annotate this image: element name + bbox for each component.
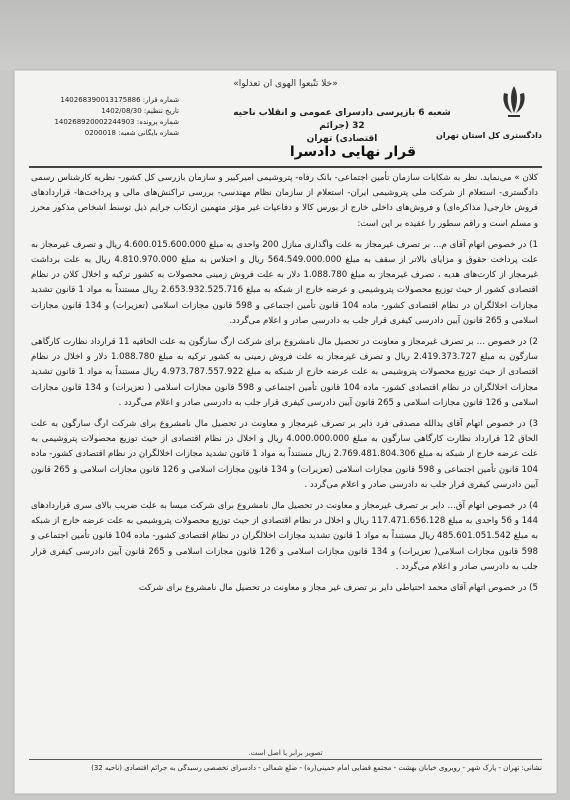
item-3: 3) در خصوص اتهام آقای یدالله مصدقی فرد دایر بر تصرف غیرمجاز و معاونت در تحصیل مال نامشروع برای شرکت ارگ سارگون به علت الحاق 12 قرارداد نظارت کارگاهی سارگون به مبلغ 4.000.000.000 ریال و اخلال در نظام اقتصادی از حیث توزیع محصولات پتروشیمی به علت عرضه خارج از شبکه به مبلغ 2.769.481.804.306 ریال مستنداً به مواد 1 قانون تشدید مجازات اخلالگران در نظام اقتصادی کشور- ماده 104 قانون تأمین اجتماعی و 598 قانون مجازات اسلامی (تعزیرات) و 134 قانون مجازات اسلامی و 126 قانون مجازات اسلامی و 265 قانون آیین دادرسی کیفری قرار جلب به دادرسی صادر و اعلام می‌گردد . <box>31 419 538 490</box>
branch-title <box>232 107 452 146</box>
decision-body <box>31 171 538 602</box>
iran-emblem-icon <box>498 83 530 121</box>
case-meta <box>29 95 179 139</box>
decision-title: قرار نهایی دادسرا <box>289 144 416 160</box>
court-address: نشانی: تهران - پارک شهر - روبروی خیابان بهشت - مجتمع قضایی امام خمینی(ره) - ضلع شمالی - دادسرای تخصصی رسیدگی به جرائم اقتصادی (ناحیه 32) <box>91 764 542 772</box>
branch-line-1: شعبه 6 بازپرسی دادسرای عمومی و انقلاب ناحیه 32 (جرائم <box>233 108 451 131</box>
photo-background-top <box>0 0 570 70</box>
true-copy-note: تصویر برابر با اصل است. <box>248 749 323 757</box>
item-5: 5) در خصوص اتهام آقای محمد احتیاطی دایر بر تصرف غیر مجاز و معاونت در تحصیل مال نامشروع برای شرکت <box>138 583 538 594</box>
header-divider <box>29 166 542 168</box>
item-1: 1) در خصوص اتهام آقای م… بر تصرف غیرمجاز به علت واگذاری منازل 200 واحدی به مبلغ 4.600.015.600.000 ریال و تصرف غیرمجاز به علت پرداخت حقوق و مزایای بالاتر از سقف به مبلغ 564.549.000.000 ریال و اختلاس به مبلغ 4.810.970.000 ریال به علت برداشت غیرمجاز از کارت‌های هدیه ، تصرف غیرمجاز به مبلغ 1.088.780 دلار به علت فروش زمینی محصولات به کشور ترکیه و اخلال کلان در نظام اقتصادی کشور از حیث توزیع محصولات پتروشیمی و عرضه خارج از شبکه به مبلغ 2.653.932.525.716 ریال مستنداً به مواد 1 قانون تشدید مجازات اخلالگران در نظام اقتصادی کشور- ماده 104 قانون تأمین اجتماعی و 598 قانون مجازات اسلامی (تعزیرات) و 134 قانون مجازات اسلامی و 265 قانون آیین دادرسی کیفری قرار جلب به دادرسی صادر و اعلام می‌گردد. <box>31 239 539 326</box>
item-2: 2) در خصوص … بر تصرف غیرمجاز و معاونت در تحصیل مال نامشروع برای شرکت ارگ سارگون به علت الحاقیه 11 قرارداد نظارت کارگاهی سارگون به مبلغ 2.419.373.727 ریال و تصرف غیرمجاز به علت فروش زمینی به کشور ترکیه به مبلغ 1.088.780 دلار و اخلال در نظام اقتصادی از حیث توزیع محصولات پتروشیمی به علت عرضه خارج از شبکه به مبلغ 4.973.787.557.922 ریال مستنداً به مواد 1 قانون تشدید مجازات اخلالگران در نظام اقتصادی کشور- ماده 104 قانون تأمین اجتماعی و 598 قانون مجازات اسلامی ( تعزیرات) و 134 قانون مجازات اسلامی و 126 قانون مجازات اسلامی و 265 قانون آیین دادرسی کیفری قرار جلب به دادرسی صادر و اعلام می‌گردد . <box>31 337 538 408</box>
case-number: شماره پرونده: 140268920002244903 <box>54 118 179 126</box>
footer-divider <box>29 759 542 760</box>
court-name: دادگستری کل استان تهران <box>435 131 542 140</box>
issue-date: تاریخ تنظیم: 1402/08/30 <box>101 107 179 115</box>
court-document <box>14 70 557 794</box>
intro-paragraph: کلان » می‌نماید. نظر به شکایات سازمان تأمین اجتماعی- بانک رفاه- پتروشیمی امیرکبیر و سازمان بازرسی کل کشور- نظریه کارشناس رسمی دادگستری- استعلام از شرکت ملی پتروشیمی ایران- استعلام از سازمان نظام مهندسی- بررسی تراکنش‌های مالی و پرداخت‌ها- قراردادهای فروش خارجی( مذاکره‌ای) و فروش‌های داخلی خارج از بورس کالا و دفاعیات غیر مؤثر متهمین ارتکاب جرایم ذیل توسط اشخاص مذکور محرز و مسلم است و راقم سطور را عقیده بر این است: <box>31 173 538 229</box>
archive-number: شماره بایگانی شعبه: 0200018 <box>84 129 179 137</box>
item-4: 4) در خصوص اتهام آق… دایر بر تصرف غیرمجاز و معاونت در تحصیل مال نامشروع برای شرکت میسا به علت ضریب بالای سری قراردادهای 144 و 56 واحدی به مبلغ 117.471.656.128 ریال و اخلال در نظام اقتصادی از حیث توزیع محصولات پتروشیمی به علت عرضه خارج از شبکه به مبلغ 485.601.051.542 ریال مستنداً به مواد 1 قانون تشدید مجازات اخلالگران در نظام اقتصادی کشور- ماده 104 قانون تأمین اجتماعی و 598 قانون مجازات اسلامی( تعزیرات) و 134 قانون مجازات اسلامی و 126 قانون مجازات اسلامی و 265 قانون آیین دادرسی کیفری قرار جلب به دادرسی صادر و اعلام می‌گردد . <box>31 501 539 572</box>
decision-number: شماره قرار: 140268390013175886 <box>60 96 179 104</box>
branch-line-2: اقتصادی) تهران <box>306 134 378 144</box>
bismillah-line: «خلا تتّبعوا الهوی ان تعدلوا» <box>233 79 338 89</box>
